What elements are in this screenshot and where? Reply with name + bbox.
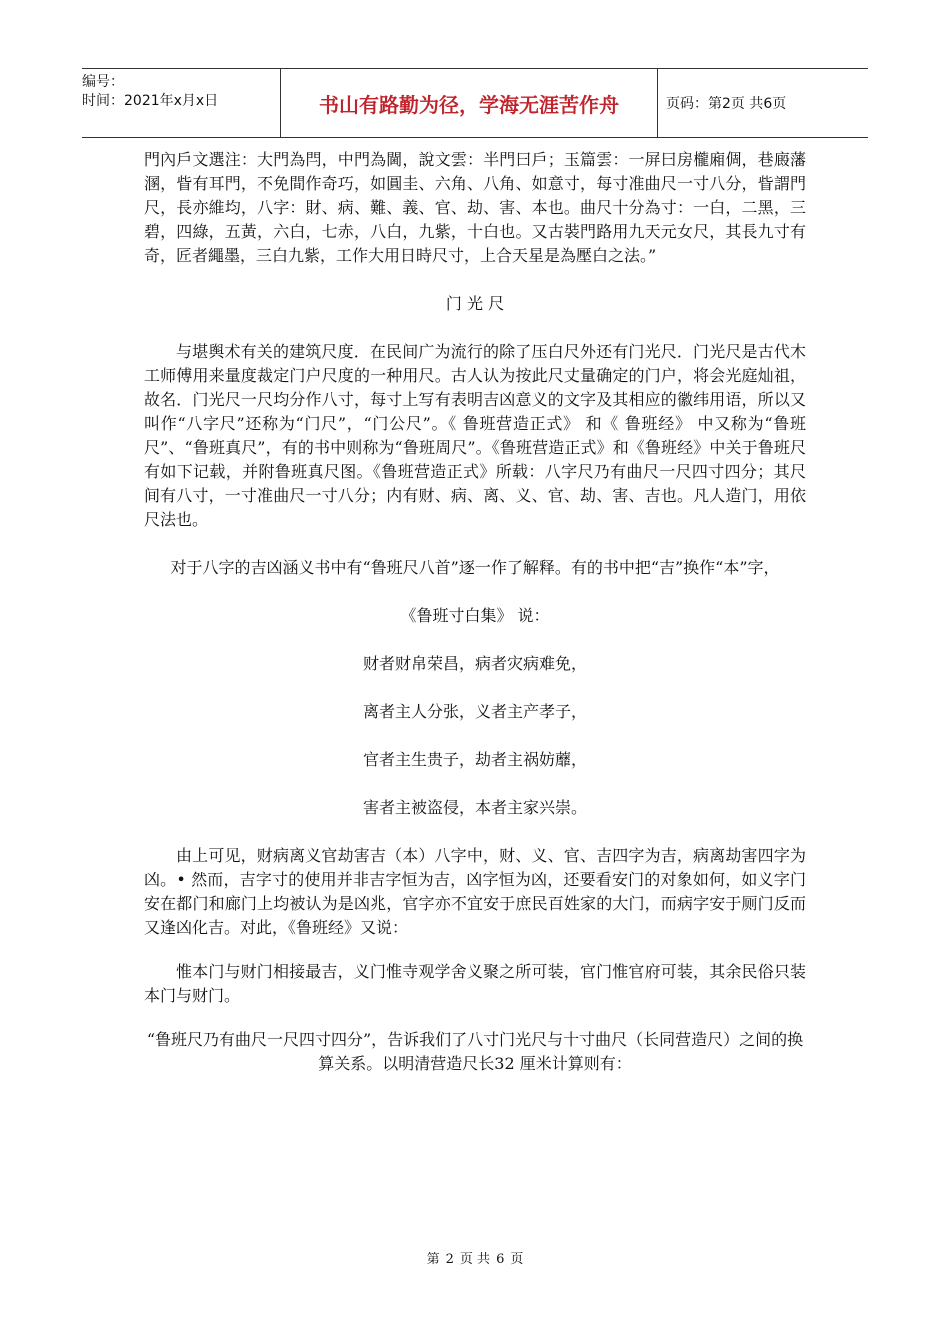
paragraph-conversion: “鲁班尺乃有曲尺一尺四寸四分”，告诉我们了八寸门光尺与十寸曲尺（长同营造尺）之间的换算关系。以明清营造尺长32 厘米计算则有：	[146, 1030, 804, 1073]
section-heading: 门 光 尺	[445, 294, 505, 313]
document-number-label: 编号：	[82, 74, 124, 90]
footer-suffix: 页	[510, 1252, 524, 1267]
quote-title: 《鲁班寸白集》 说：	[400, 606, 550, 625]
document-date: 时间：2021年x月x日	[82, 93, 219, 109]
footer-prefix: 第	[426, 1252, 440, 1267]
page-header	[82, 68, 868, 138]
document-body	[144, 148, 806, 1076]
verse-line-4: 害者主被盗侵，本者主家兴崇。	[362, 798, 587, 817]
paragraph-eight-characters: 对于八字的吉凶涵义书中有“鲁班尺八首”逐一作了解释。有的书中把“吉”换作“本”字，	[170, 558, 780, 577]
header-page-info: 页码：第2页 共6页	[666, 96, 787, 112]
header-motto: 书山有路勤为径，学海无涯苦作舟	[281, 69, 658, 137]
verse-line-1: 财者财帛荣昌，病者灾病难免，	[362, 654, 587, 673]
paragraph-door-ruler: 与堪舆术有关的建筑尺度．在民间广为流行的除了压白尺外还有门光尺．门光尺是古代木工师傅用来量度裁定门户尺度的一种用尺。古人认为按此尺丈量确定的门户，将会光庭灿祖，故名．门光尺一尺均分作八寸，每寸上写有表明吉凶意义的文字及其相应的徽纬用语，所以又叫作“八字尺”还称为“门尺”，“门公尺”。《 鲁班营造正式》 和《 鲁班经》 中又称为“鲁班尺”、“鲁班真尺”，有的书中则称为“鲁班周尺”。《鲁班营造正式》和《鲁班经》中关于鲁班尺有如下记载，并附鲁班真尺图。《鲁班营造正式》所载：八字尺乃有曲尺一尺四寸四分；其尺间有八寸，一寸准曲尺一寸八分；内有财、病、离、义、官、劫、害、吉也。凡人造门，用依尺法也。	[144, 342, 806, 529]
footer-mid: 页 共	[459, 1252, 491, 1267]
header-meta	[82, 69, 281, 137]
verse-line-3: 官者主生贵子，劫者主祸妨蘼，	[362, 750, 587, 769]
paragraph-lubanjing-quote: 惟本门与财门相接最吉，义门惟寺观学舍义聚之所可装，官门惟官府可装，其余民俗只装本门与财门。	[144, 962, 806, 1005]
footer-page-number: 2	[445, 1252, 454, 1267]
footer-total-pages: 6	[496, 1252, 505, 1267]
page-footer	[0, 1248, 950, 1267]
paragraph-door-quote: 門內戶文選注：大門為閂，中門為閫，說文雲：半門曰戶；玉篇雲：一屏曰房櫳廂倜，巷廄藩溷，眥有耳門，不免間作奇巧，如圓圭、六角、八角、如意寸，每寸准曲尺一寸八分，眥謂門尺，長亦維均，八字：財、病、難、義、官、劫、害、本也。曲尺十分為寸：一白，二黑，三碧，四綠，五黃，六白，七赤，八白，九紫，十白也。又古裝門路用九天元女尺，其長九寸有奇，匠者繩墨，三白九紫，工作大用日時尺寸，上合天星是為壓白之法。”	[144, 150, 806, 265]
verse-line-2: 离者主人分张，义者主产孝子，	[362, 702, 587, 721]
paragraph-auspicious-analysis: 由上可见，财病离义官劫害吉（本）八字中，财、义、官、吉四字为吉，病离劫害四字为凶。• 然而，吉字寸的使用并非吉字恒为吉，凶字恒为凶，还要看安门的对象如何，如义字门安在都门和廊门上均被认为是凶兆，官字亦不宜安于庶民百姓家的大门，而病字安于厕门反而又逢凶化吉。对此，《鲁班经》又说：	[144, 846, 806, 937]
